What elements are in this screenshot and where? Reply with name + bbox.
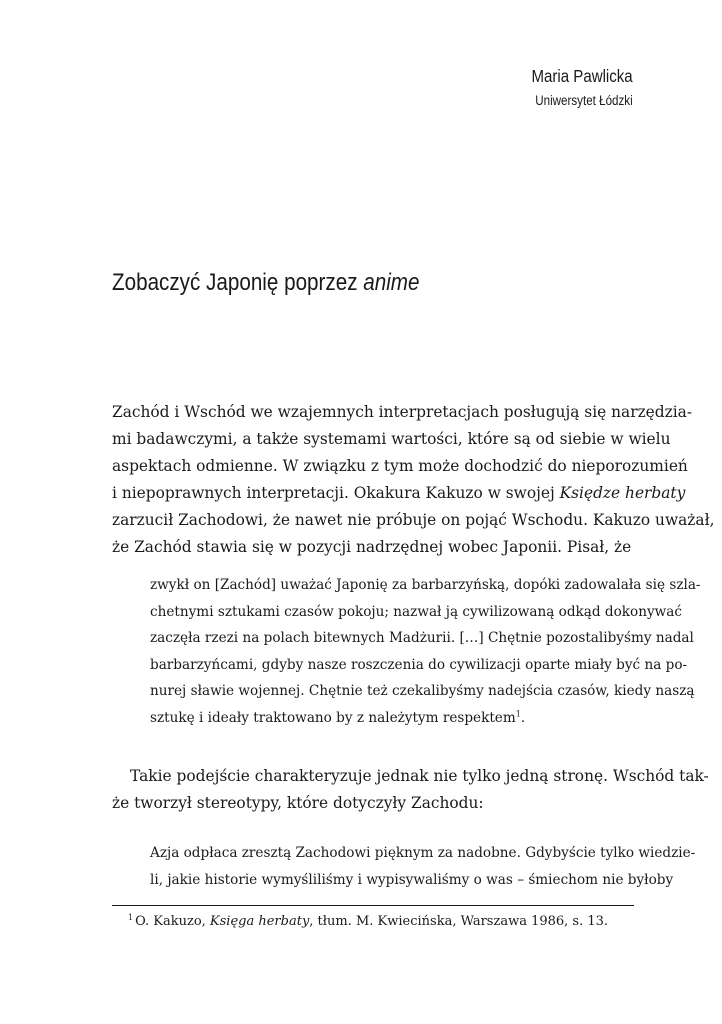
block-quote-1 <box>150 572 701 732</box>
quote-end-punct: . <box>520 709 526 726</box>
footnote-number: 1 <box>128 912 134 922</box>
paragraph-line: że tworzył stereotypy, które dotyczyły Zachodu: <box>112 794 484 812</box>
quote-line: zwykł on [Zachód] uważać Japonię za barbarzyńską, dopóki zadowalała się szla- <box>150 577 701 593</box>
footnote-pre: O. Kakuzo, <box>135 914 210 929</box>
quote-line: chetnymi sztukami czasów pokoju; nazwał ją cywilizowaną odkąd dokonywać <box>150 603 683 620</box>
quote-line <box>150 705 634 732</box>
paragraph-line <box>112 480 686 507</box>
paragraph-line: zarzucił Zachodowi, że nawet nie próbuje on pojąć Wschodu. Kakuzo uważał, <box>112 511 715 529</box>
paragraph-line-text: i niepoprawnych interpretacji. Okakura Kakuzo w swojej <box>112 484 560 502</box>
paragraph-line: Zachód i Wschód we wzajemnych interpretacjach posługują się narzędzia- <box>112 403 693 421</box>
quote-line-text: sztukę i ideały traktowano by z należytym respektem <box>150 709 516 726</box>
book-title: Księdze herbaty <box>559 484 686 502</box>
quote-line: Azja odpłaca zresztą Zachodowi pięknym za nadobne. Gdybyście tylko wiedzie- <box>150 845 696 861</box>
title-main: Zobaczyć Japonię poprzez <box>112 269 364 296</box>
paragraph-2 <box>112 763 709 817</box>
paragraph-1 <box>112 399 715 561</box>
footnote-post: , tłum. M. Kwiecińska, Warszawa 1986, s. 13. <box>309 914 609 929</box>
quote-line: li, jakie historie wymyśliliśmy i wypisywaliśmy o was – śmiechom nie byłoby <box>150 871 674 888</box>
block-quote-2 <box>150 840 696 893</box>
paragraph-line: że Zachód stawia się w pozycji nadrzędnej wobec Japonii. Pisał, że <box>112 538 632 556</box>
footnote-divider <box>112 905 634 906</box>
footnote-1 <box>128 912 608 932</box>
paragraph-line: mi badawczymi, a także systemami wartości, które są od siebie w wielu <box>112 430 671 448</box>
quote-line: barbarzyńcami, gdyby nasze roszczenia do cywilizacji oparte miały być na po- <box>150 656 688 673</box>
footnote-reference[interactable]: 1 <box>515 709 521 719</box>
author-name: Maria Pawlicka <box>531 66 633 86</box>
quote-line: nurej sławie wojennej. Chętnie też czekalibyśmy nadejścia czasów, kiedy naszą <box>150 683 695 700</box>
article-title <box>112 266 419 300</box>
author-affiliation: Uniwersytet Łódzki <box>535 93 633 108</box>
title-italic: anime <box>363 269 420 296</box>
paragraph-line: Takie podejście charakteryzuje jednak nie tylko jedną stronę. Wschód tak- <box>130 767 709 785</box>
paragraph-line: aspektach odmienne. W związku z tym może dochodzić do nieporozumień <box>112 457 688 475</box>
quote-line: zaczęła rzezi na polach bitewnych Madżurii. […] Chętnie pozostalibyśmy nadal <box>150 630 694 647</box>
author-block <box>515 64 633 112</box>
footnote-book-title: Księga herbaty <box>209 914 310 929</box>
